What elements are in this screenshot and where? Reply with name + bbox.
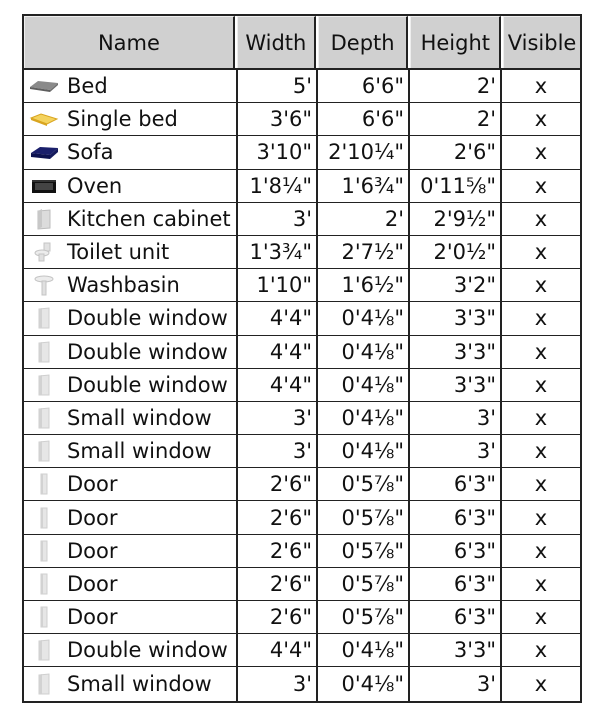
width-cell[interactable]: 3' <box>238 402 318 434</box>
table-row[interactable] <box>24 103 580 136</box>
furniture-table <box>22 14 582 703</box>
width-cell[interactable]: 4'4" <box>238 369 318 401</box>
row-name: Small window <box>67 671 212 696</box>
depth-cell[interactable]: 6'6" <box>318 103 410 135</box>
column-header-depth[interactable]: Depth <box>318 16 409 68</box>
column-header-width[interactable]: Width <box>237 16 316 68</box>
row-name: Double window <box>67 339 228 364</box>
name-cell <box>24 302 238 334</box>
name-cell <box>24 203 238 235</box>
row-name: Single bed <box>67 107 178 132</box>
table-row[interactable] <box>24 203 580 236</box>
row-name: Kitchen cabinet <box>67 206 231 231</box>
depth-cell[interactable]: 0'4⅛" <box>318 369 410 401</box>
row-name: Oven <box>67 173 123 198</box>
height-cell[interactable]: 3'2" <box>410 269 502 301</box>
height-cell[interactable]: 3'3" <box>410 634 502 666</box>
visible-checkbox[interactable]: x <box>534 273 548 298</box>
table-row[interactable] <box>24 568 580 601</box>
row-name: Bed <box>67 74 108 99</box>
sofa-icon <box>27 139 61 165</box>
row-name: Double window <box>67 372 228 397</box>
width-cell[interactable]: 3' <box>238 435 318 467</box>
height-cell[interactable]: 6'3" <box>410 601 502 633</box>
visible-checkbox[interactable]: x <box>534 306 548 331</box>
name-cell <box>24 136 238 168</box>
visible-checkbox[interactable]: x <box>534 505 548 530</box>
table-row[interactable] <box>24 535 580 568</box>
height-cell[interactable]: 0'11⅝" <box>410 170 502 202</box>
visible-checkbox[interactable]: x <box>534 472 548 497</box>
depth-cell[interactable]: 0'4⅛" <box>318 667 410 700</box>
table-row[interactable] <box>24 236 580 269</box>
name-cell <box>24 402 238 434</box>
depth-cell[interactable]: 0'5⅞" <box>318 501 410 533</box>
name-cell <box>24 601 238 633</box>
visible-checkbox[interactable]: x <box>534 439 548 464</box>
row-name: Double window <box>67 638 228 663</box>
name-cell <box>24 336 238 368</box>
width-cell[interactable]: 3'6" <box>238 103 318 135</box>
row-name: Small window <box>67 405 212 430</box>
window-icon <box>27 671 61 697</box>
depth-cell[interactable]: 0'5⅞" <box>318 535 410 567</box>
width-cell[interactable]: 2'6" <box>238 535 318 567</box>
washbasin-icon <box>27 272 61 298</box>
window-icon <box>27 372 61 398</box>
depth-cell[interactable]: 2'7½" <box>318 236 410 268</box>
window-icon <box>27 637 61 663</box>
visible-checkbox[interactable]: x <box>534 405 548 430</box>
depth-cell[interactable]: 1'6¾" <box>318 170 410 202</box>
visible-checkbox[interactable]: x <box>534 173 548 198</box>
table-row[interactable] <box>24 70 580 103</box>
width-cell[interactable]: 4'4" <box>238 634 318 666</box>
row-name: Door <box>67 472 118 497</box>
visible-checkbox[interactable]: x <box>534 74 548 99</box>
visible-checkbox[interactable]: x <box>534 571 548 596</box>
kitchen-cabinet-icon <box>27 206 61 232</box>
height-cell[interactable]: 3' <box>410 435 502 467</box>
column-header-name[interactable]: Name <box>24 16 235 68</box>
bed-icon <box>27 73 61 99</box>
visible-checkbox[interactable]: x <box>534 671 548 696</box>
name-cell <box>24 435 238 467</box>
table-row[interactable] <box>24 501 580 534</box>
table-body <box>24 70 580 701</box>
name-cell <box>24 170 238 202</box>
width-cell[interactable]: 1'8¼" <box>238 170 318 202</box>
depth-cell[interactable]: 0'4⅛" <box>318 402 410 434</box>
name-cell <box>24 236 238 268</box>
height-cell[interactable]: 2'6" <box>410 136 502 168</box>
height-cell[interactable]: 3'3" <box>410 369 502 401</box>
visible-checkbox[interactable]: x <box>534 140 548 165</box>
row-name: Door <box>67 538 118 563</box>
door-icon <box>27 505 61 531</box>
visible-checkbox[interactable]: x <box>534 605 548 630</box>
visible-checkbox[interactable]: x <box>534 372 548 397</box>
width-cell[interactable]: 5' <box>238 70 318 102</box>
table-row[interactable] <box>24 170 580 203</box>
depth-cell[interactable]: 0'4⅛" <box>318 435 410 467</box>
height-cell[interactable]: 2'9½" <box>410 203 502 235</box>
width-cell[interactable]: 3' <box>238 203 318 235</box>
depth-cell[interactable]: 0'4⅛" <box>318 302 410 334</box>
table-row[interactable] <box>24 601 580 634</box>
table-row[interactable] <box>24 136 580 169</box>
row-name: Double window <box>67 306 228 331</box>
oven-icon <box>27 173 61 199</box>
name-cell <box>24 535 238 567</box>
name-cell <box>24 468 238 500</box>
height-cell[interactable]: 3' <box>410 667 502 700</box>
height-cell[interactable]: 3'3" <box>410 302 502 334</box>
window-icon <box>27 339 61 365</box>
visible-checkbox[interactable]: x <box>534 240 548 265</box>
door-icon <box>27 571 61 597</box>
height-cell[interactable]: 2' <box>410 70 502 102</box>
table-row[interactable] <box>24 336 580 369</box>
table-header <box>24 16 580 70</box>
height-cell[interactable]: 6'3" <box>410 501 502 533</box>
window-icon <box>27 438 61 464</box>
depth-cell[interactable]: 2' <box>318 203 410 235</box>
table-row[interactable] <box>24 269 580 302</box>
visible-checkbox[interactable]: x <box>534 638 548 663</box>
door-icon <box>27 471 61 497</box>
depth-cell[interactable]: 0'5⅞" <box>318 601 410 633</box>
height-cell[interactable]: 6'3" <box>410 568 502 600</box>
column-header-visible[interactable]: Visible <box>503 16 580 68</box>
height-cell[interactable]: 3' <box>410 402 502 434</box>
name-cell <box>24 634 238 666</box>
table-row[interactable] <box>24 667 580 700</box>
depth-cell[interactable]: 2'10¼" <box>318 136 410 168</box>
depth-cell[interactable]: 6'6" <box>318 70 410 102</box>
visible-checkbox[interactable]: x <box>534 538 548 563</box>
table-row[interactable] <box>24 435 580 468</box>
visible-checkbox[interactable]: x <box>534 206 548 231</box>
width-cell[interactable]: 2'6" <box>238 568 318 600</box>
row-name: Door <box>67 571 118 596</box>
table-row[interactable] <box>24 302 580 335</box>
row-name: Toilet unit <box>67 240 170 265</box>
row-name: Washbasin <box>67 273 180 298</box>
toilet-icon <box>27 239 61 265</box>
width-cell[interactable]: 2'6" <box>238 468 318 500</box>
width-cell[interactable]: 3'10" <box>238 136 318 168</box>
door-icon <box>27 538 61 564</box>
depth-cell[interactable]: 0'4⅛" <box>318 634 410 666</box>
table-row[interactable] <box>24 468 580 501</box>
name-cell <box>24 70 238 102</box>
width-cell[interactable]: 3' <box>238 667 318 700</box>
width-cell[interactable]: 4'4" <box>238 302 318 334</box>
visible-checkbox[interactable]: x <box>534 107 548 132</box>
door-icon <box>27 604 61 630</box>
height-cell[interactable]: 2' <box>410 103 502 135</box>
depth-cell[interactable]: 0'5⅞" <box>318 468 410 500</box>
visible-checkbox[interactable]: x <box>534 339 548 364</box>
height-cell[interactable]: 2'0½" <box>410 236 502 268</box>
row-name: Sofa <box>67 140 114 165</box>
depth-cell[interactable]: 1'6½" <box>318 269 410 301</box>
row-name: Door <box>67 605 118 630</box>
window-icon <box>27 305 61 331</box>
window-icon <box>27 405 61 431</box>
width-cell[interactable]: 4'4" <box>238 336 318 368</box>
width-cell[interactable]: 1'3¾" <box>238 236 318 268</box>
row-name: Door <box>67 505 118 530</box>
height-cell[interactable]: 6'3" <box>410 535 502 567</box>
width-cell[interactable]: 2'6" <box>238 501 318 533</box>
name-cell <box>24 667 238 700</box>
width-cell[interactable]: 2'6" <box>238 601 318 633</box>
table-row[interactable] <box>24 369 580 402</box>
name-cell <box>24 568 238 600</box>
height-cell[interactable]: 3'3" <box>410 336 502 368</box>
column-header-height[interactable]: Height <box>410 16 501 68</box>
table-row[interactable] <box>24 634 580 667</box>
depth-cell[interactable]: 0'4⅛" <box>318 336 410 368</box>
width-cell[interactable]: 1'10" <box>238 269 318 301</box>
height-cell[interactable]: 6'3" <box>410 468 502 500</box>
name-cell <box>24 103 238 135</box>
name-cell <box>24 269 238 301</box>
name-cell <box>24 501 238 533</box>
single-bed-icon <box>27 106 61 132</box>
table-row[interactable] <box>24 402 580 435</box>
depth-cell[interactable]: 0'5⅞" <box>318 568 410 600</box>
name-cell <box>24 369 238 401</box>
row-name: Small window <box>67 439 212 464</box>
